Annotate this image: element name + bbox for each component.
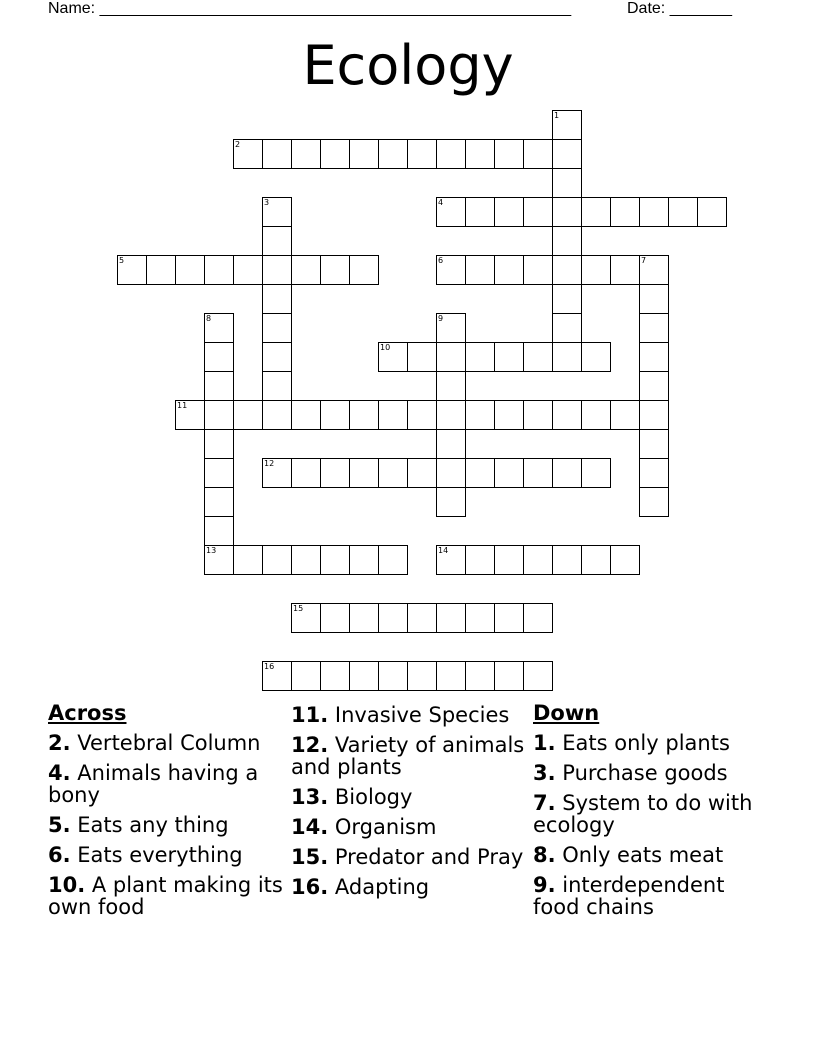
crossword-cell[interactable] — [581, 197, 611, 227]
crossword-cell[interactable] — [407, 342, 437, 372]
clue-text: Purchase goods — [562, 761, 728, 785]
crossword-cell[interactable] — [494, 661, 524, 691]
crossword-cell[interactable] — [407, 139, 437, 169]
crossword-cell[interactable] — [291, 458, 321, 488]
crossword-cell[interactable] — [349, 255, 379, 285]
clue-number-label: 15 — [293, 604, 304, 613]
crossword-cell[interactable] — [262, 255, 292, 285]
clue-across-6 — [48, 844, 283, 866]
clue-number: 12. — [291, 733, 329, 757]
crossword-cell[interactable] — [407, 458, 437, 488]
crossword-cell[interactable] — [204, 429, 234, 459]
crossword-cell[interactable] — [233, 545, 263, 575]
crossword-cell[interactable] — [465, 400, 495, 430]
crossword-cell[interactable] — [552, 284, 582, 314]
crossword-cell[interactable] — [436, 139, 466, 169]
crossword-cell[interactable] — [436, 313, 466, 343]
clue-across-12 — [291, 734, 526, 778]
name-field-label: Name: _____________________________________________________ — [48, 0, 572, 17]
crossword-cell[interactable] — [639, 400, 669, 430]
clue-text: interdependent food chains — [533, 873, 725, 919]
crossword-cell[interactable] — [523, 255, 553, 285]
clue-number: 5. — [48, 813, 71, 837]
crossword-cell[interactable] — [494, 603, 524, 633]
clue-across-2 — [48, 732, 283, 754]
crossword-cell[interactable] — [436, 255, 466, 285]
crossword-cell[interactable] — [320, 458, 350, 488]
crossword-cell[interactable] — [639, 487, 669, 517]
clue-number: 2. — [48, 731, 71, 755]
crossword-cell[interactable] — [610, 255, 640, 285]
crossword-cell[interactable] — [291, 400, 321, 430]
clue-column-2 — [291, 704, 526, 906]
crossword-cell[interactable] — [262, 197, 292, 227]
clue-across-16 — [291, 876, 526, 898]
clue-text: Eats only plants — [562, 731, 730, 755]
crossword-cell[interactable] — [204, 516, 234, 546]
clue-across-5 — [48, 814, 283, 836]
crossword-cell[interactable] — [320, 400, 350, 430]
clue-text: Eats any thing — [77, 813, 229, 837]
crossword-cell[interactable] — [349, 545, 379, 575]
clue-across-10 — [48, 874, 283, 918]
clue-down-1 — [533, 732, 768, 754]
crossword-cell[interactable] — [465, 197, 495, 227]
crossword-cell[interactable] — [349, 400, 379, 430]
crossword-cell[interactable] — [204, 371, 234, 401]
crossword-cell[interactable] — [552, 255, 582, 285]
crossword-cell[interactable] — [523, 197, 553, 227]
clue-number: 15. — [291, 845, 329, 869]
crossword-cell[interactable] — [436, 400, 466, 430]
clue-text: Adapting — [334, 875, 430, 899]
crossword-cell[interactable] — [320, 603, 350, 633]
crossword-cell[interactable] — [494, 139, 524, 169]
clue-number: 10. — [48, 873, 86, 897]
clue-text: Invasive Species — [334, 703, 510, 727]
crossword-cell[interactable] — [436, 545, 466, 575]
crossword-cell[interactable] — [639, 284, 669, 314]
clue-text: Animals having a bony — [48, 761, 259, 807]
crossword-cell[interactable] — [523, 458, 553, 488]
clue-number-label: 7 — [641, 256, 647, 265]
crossword-cell[interactable] — [523, 545, 553, 575]
crossword-cell[interactable] — [552, 342, 582, 372]
crossword-cell[interactable] — [378, 545, 408, 575]
clue-number: 3. — [533, 761, 556, 785]
clue-column-1 — [48, 700, 283, 926]
crossword-cell[interactable] — [436, 603, 466, 633]
crossword-cell[interactable] — [233, 400, 263, 430]
clue-number-label: 12 — [264, 459, 275, 468]
crossword-cell[interactable] — [494, 545, 524, 575]
crossword-cell[interactable] — [639, 371, 669, 401]
clue-across-15 — [291, 846, 526, 868]
clue-down-9 — [533, 874, 768, 918]
crossword-cell[interactable] — [407, 400, 437, 430]
crossword-cell[interactable] — [639, 313, 669, 343]
clue-text: Eats everything — [77, 843, 243, 867]
crossword-cell[interactable] — [204, 313, 234, 343]
clue-text: Organism — [334, 815, 437, 839]
crossword-cell[interactable] — [378, 139, 408, 169]
crossword-cell[interactable] — [262, 139, 292, 169]
crossword-cell[interactable] — [291, 661, 321, 691]
crossword-cell[interactable] — [262, 342, 292, 372]
crossword-cell[interactable] — [436, 371, 466, 401]
clue-number: 6. — [48, 843, 71, 867]
clue-across-14 — [291, 816, 526, 838]
crossword-cell[interactable] — [668, 197, 698, 227]
crossword-cell[interactable] — [494, 342, 524, 372]
crossword-cell[interactable] — [436, 429, 466, 459]
crossword-cell[interactable] — [523, 342, 553, 372]
crossword-cell[interactable] — [320, 661, 350, 691]
clue-number: 1. — [533, 731, 556, 755]
crossword-cell[interactable] — [581, 400, 611, 430]
crossword-cell[interactable] — [581, 458, 611, 488]
crossword-cell[interactable] — [581, 545, 611, 575]
crossword-cell[interactable] — [378, 342, 408, 372]
clue-number-label: 5 — [119, 256, 125, 265]
crossword-cell[interactable] — [552, 139, 582, 169]
crossword-cell[interactable] — [233, 139, 263, 169]
crossword-cell[interactable] — [204, 458, 234, 488]
crossword-cell[interactable] — [465, 458, 495, 488]
clue-number-label: 13 — [206, 546, 217, 555]
clue-number-label: 11 — [177, 401, 188, 410]
crossword-cell[interactable] — [262, 400, 292, 430]
crossword-cell[interactable] — [465, 661, 495, 691]
crossword-cell[interactable] — [639, 255, 669, 285]
crossword-cell[interactable] — [204, 255, 234, 285]
crossword-cell[interactable] — [465, 342, 495, 372]
crossword-cell[interactable] — [146, 255, 176, 285]
crossword-cell[interactable] — [349, 139, 379, 169]
crossword-cell[interactable] — [639, 429, 669, 459]
crossword-cell[interactable] — [552, 458, 582, 488]
clue-down-3 — [533, 762, 768, 784]
crossword-cell[interactable] — [523, 603, 553, 633]
crossword-cell[interactable] — [523, 139, 553, 169]
clue-across-13 — [291, 786, 526, 808]
crossword-cell[interactable] — [552, 168, 582, 198]
clue-number-label: 8 — [206, 314, 212, 323]
clue-number: 11. — [291, 703, 329, 727]
crossword-cell[interactable] — [610, 197, 640, 227]
crossword-cell[interactable] — [349, 661, 379, 691]
clue-text: Variety of animals and plants — [291, 733, 525, 779]
crossword-cell[interactable] — [204, 545, 234, 575]
crossword-cell[interactable] — [436, 197, 466, 227]
clue-down-8 — [533, 844, 768, 866]
crossword-cell[interactable] — [175, 255, 205, 285]
crossword-cell[interactable] — [639, 197, 669, 227]
crossword-cell[interactable] — [291, 139, 321, 169]
crossword-cell[interactable] — [523, 661, 553, 691]
crossword-cell[interactable] — [262, 313, 292, 343]
clue-text: Predator and Pray — [334, 845, 524, 869]
clue-column-3 — [533, 700, 768, 926]
clue-text: Only eats meat — [562, 843, 724, 867]
clue-number: 8. — [533, 843, 556, 867]
clue-number-label: 2 — [235, 140, 241, 149]
crossword-cell[interactable] — [291, 255, 321, 285]
crossword-cell[interactable] — [320, 139, 350, 169]
crossword-cell[interactable] — [204, 487, 234, 517]
crossword-cell[interactable] — [262, 284, 292, 314]
crossword-cell[interactable] — [465, 139, 495, 169]
crossword-cell[interactable] — [581, 342, 611, 372]
clue-across-11 — [291, 704, 526, 726]
crossword-cell[interactable] — [552, 545, 582, 575]
clue-number-label: 1 — [554, 111, 560, 120]
crossword-cell[interactable] — [262, 458, 292, 488]
crossword-cell[interactable] — [436, 458, 466, 488]
crossword-cell[interactable] — [204, 342, 234, 372]
crossword-cell[interactable] — [262, 371, 292, 401]
crossword-cell[interactable] — [291, 603, 321, 633]
crossword-cell[interactable] — [494, 458, 524, 488]
crossword-cell[interactable] — [436, 342, 466, 372]
crossword-cell[interactable] — [697, 197, 727, 227]
down-heading: Down — [533, 701, 600, 725]
clue-number-label: 16 — [264, 662, 275, 671]
crossword-cell[interactable] — [378, 400, 408, 430]
crossword-cell[interactable] — [639, 458, 669, 488]
crossword-cell[interactable] — [262, 661, 292, 691]
across-heading: Across — [48, 701, 127, 725]
crossword-cell[interactable] — [320, 255, 350, 285]
crossword-cell[interactable] — [175, 400, 205, 430]
crossword-cell[interactable] — [349, 603, 379, 633]
crossword-cell[interactable] — [436, 487, 466, 517]
crossword-cell[interactable] — [465, 255, 495, 285]
crossword-cell[interactable] — [494, 197, 524, 227]
date-field-label: Date: _______ — [627, 0, 732, 17]
crossword-cell[interactable] — [610, 545, 640, 575]
crossword-cell[interactable] — [494, 400, 524, 430]
crossword-cell[interactable] — [639, 342, 669, 372]
crossword-cell[interactable] — [552, 400, 582, 430]
crossword-cell[interactable] — [291, 545, 321, 575]
clue-number-label: 9 — [438, 314, 444, 323]
crossword-cell[interactable] — [262, 545, 292, 575]
clue-text: A plant making its own food — [48, 873, 283, 919]
crossword-cell[interactable] — [610, 400, 640, 430]
crossword-cell[interactable] — [204, 400, 234, 430]
clue-number-label: 3 — [264, 198, 270, 207]
clue-number: 9. — [533, 873, 556, 897]
crossword-cell[interactable] — [407, 603, 437, 633]
crossword-cell[interactable] — [378, 661, 408, 691]
crossword-cell[interactable] — [465, 603, 495, 633]
puzzle-title: Ecology — [302, 34, 514, 97]
crossword-cell[interactable] — [523, 400, 553, 430]
crossword-cell[interactable] — [552, 110, 582, 140]
crossword-cell[interactable] — [349, 458, 379, 488]
clue-text: System to do with ecology — [533, 791, 753, 837]
clue-number: 13. — [291, 785, 329, 809]
clue-number-label: 10 — [380, 343, 391, 352]
clue-number-label: 4 — [438, 198, 444, 207]
crossword-cell[interactable] — [320, 545, 350, 575]
clue-down-7 — [533, 792, 768, 836]
clue-number-label: 6 — [438, 256, 444, 265]
clue-number: 4. — [48, 761, 71, 785]
crossword-cell[interactable] — [552, 226, 582, 256]
crossword-cell[interactable] — [552, 197, 582, 227]
crossword-cell[interactable] — [494, 255, 524, 285]
crossword-cell[interactable] — [436, 661, 466, 691]
clue-number: 7. — [533, 791, 556, 815]
crossword-cell[interactable] — [262, 226, 292, 256]
crossword-cell[interactable] — [117, 255, 147, 285]
clue-text: Biology — [334, 785, 413, 809]
crossword-cell[interactable] — [581, 255, 611, 285]
crossword-cell[interactable] — [378, 603, 408, 633]
clue-number: 16. — [291, 875, 329, 899]
crossword-cell[interactable] — [233, 255, 263, 285]
clue-text: Vertebral Column — [77, 731, 261, 755]
crossword-cell[interactable] — [465, 545, 495, 575]
clue-number-label: 14 — [438, 546, 449, 555]
crossword-cell[interactable] — [552, 313, 582, 343]
clue-across-4 — [48, 762, 283, 806]
clue-number: 14. — [291, 815, 329, 839]
crossword-cell[interactable] — [407, 661, 437, 691]
crossword-cell[interactable] — [378, 458, 408, 488]
